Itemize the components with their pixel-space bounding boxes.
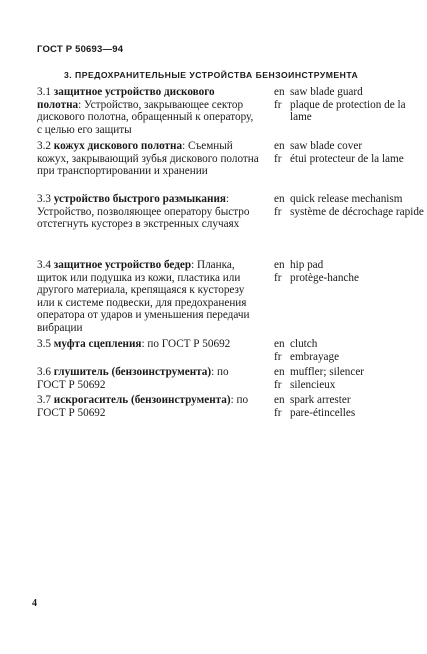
russian-term-block [37,193,259,231]
translation-en [274,86,424,99]
lang-code-en: en [274,193,285,205]
lang-code-en: en [274,86,285,98]
translation-fr [274,272,424,285]
french-term: silencieux [290,378,336,391]
entry-term: кожух дискового полотна [53,140,183,152]
translation-en [274,366,424,379]
english-term: quick release mechanism [290,193,403,205]
english-term: saw blade guard [290,86,363,98]
lang-code-fr: fr [274,152,282,165]
lang-code-fr: fr [274,98,282,111]
translation-en [274,193,424,206]
french-term: embrayage [290,350,340,363]
russian-term-block [37,394,259,419]
lang-code-en: en [274,140,285,152]
translations-block [274,338,424,363]
english-term: hip pad [290,259,324,271]
translations-block [274,394,424,419]
lang-code-fr: fr [274,271,282,284]
entry-definition: : Планка, щиток или подушка из кожи, пластика или другого материала, крепящаяся к кусторезу или к системе подвески, для предохранения оператора от ударов и уменьшения передачи вибрации [37,259,250,334]
entry-number: 3.5 [37,338,51,350]
entry-definition: : по ГОСТ Р 50692 [37,366,229,391]
entry-term: защитное устройство бедер [53,259,192,271]
lang-code-fr: fr [274,205,282,218]
lang-code-fr: fr [274,378,282,391]
entry-term: устройство быстрого размыкания [53,193,226,205]
entry-number: 3.4 [37,259,51,271]
english-term: muffler; silencer [290,366,365,378]
entry-definition: : Устройство, закрывающее сектор дискового полотна, обращенный к оператору, с целью его защиты [37,98,254,136]
entry-term: глушитель (бензоинструмента) [53,366,212,378]
entry-number: 3.2 [37,140,51,152]
entry-number: 3.7 [37,394,51,406]
entry-definition: : по ГОСТ Р 50692 [141,338,231,350]
translations-block [274,259,424,284]
entry-number: 3.3 [37,193,51,205]
russian-term-block [37,86,259,136]
translation-en [274,259,424,272]
translation-en [274,140,424,153]
entry-definition: : по ГОСТ Р 50692 [37,394,249,419]
section-title: 3. ПРЕДОХРАНИТЕЛЬНЫЕ УСТРОЙСТВА БЕНЗОИНСТРУМЕНТА [64,70,359,80]
lang-code-en: en [274,338,285,350]
translations-block [274,366,424,391]
lang-code-en: en [274,259,285,271]
french-term: plaque de protection de la lame [290,98,406,124]
entry-term: муфта сцепления [53,338,142,350]
translations-block [274,140,424,165]
russian-term-block [37,140,259,178]
english-term: spark arrester [290,394,351,406]
translation-fr [274,99,424,124]
russian-term-block [37,366,259,391]
french-term: étui protecteur de la lame [290,152,404,165]
translation-fr [274,351,424,364]
lang-code-fr: fr [274,406,282,419]
russian-term-block [37,338,259,351]
french-term: protège-hanche [290,271,359,284]
translation-fr [274,407,424,420]
entry-definition: : Съемный кожух, закрывающий зубья дискового полотна при транспортировании и хранении [37,140,259,178]
english-term: saw blade cover [290,140,363,152]
translations-block [274,86,424,124]
entry-definition: : Устройство, позволяющее оператору быстро отстегнуть кусторез в экстренных случаях [37,193,250,231]
translation-en [274,338,424,351]
translation-fr [274,206,424,219]
translations-block [274,193,424,218]
standard-code: ГОСТ Р 50693—94 [37,44,124,55]
page-number: 4 [32,598,37,609]
lang-code-fr: fr [274,350,282,363]
lang-code-en: en [274,394,285,406]
entry-term: искрогаситель (бензоинструмента) [53,394,231,406]
russian-term-block [37,259,259,335]
translation-en [274,394,424,407]
entry-term: защитное устройство дискового полотна [37,86,215,111]
translation-fr [274,153,424,166]
translation-fr [274,379,424,392]
french-term: système de décrochage rapide [290,205,424,218]
english-term: clutch [290,338,318,350]
entry-number: 3.6 [37,366,51,378]
lang-code-en: en [274,366,285,378]
entry-number: 3.1 [37,86,51,98]
french-term: pare-étincelles [290,406,356,419]
